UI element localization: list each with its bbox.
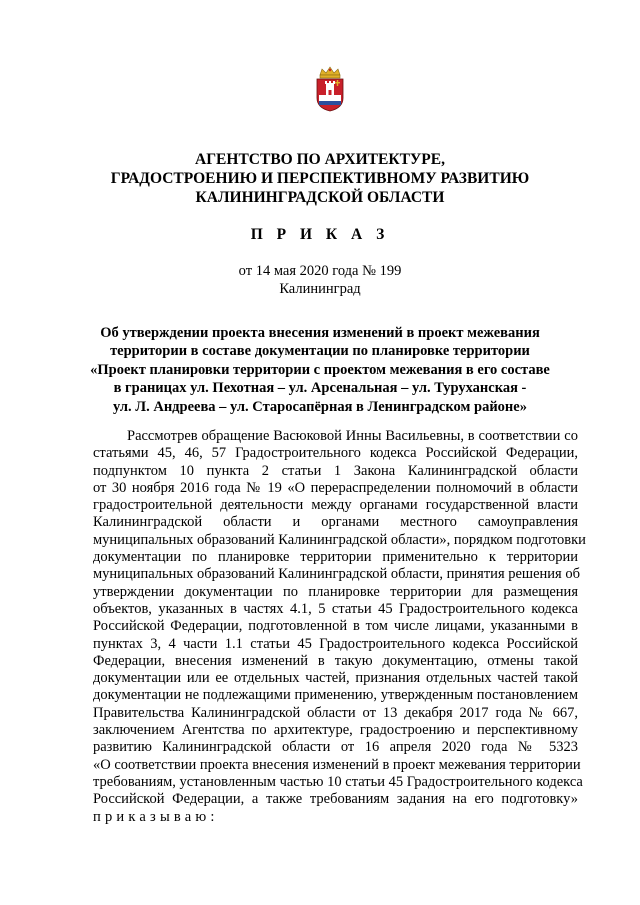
agency-line: АГЕНТСТВО ПО АРХИТЕКТУРЕ,	[195, 151, 445, 168]
order-date: от 14 мая 2020 года № 199	[238, 263, 402, 279]
title-line: ул. Л. Андреева – ул. Старосапёрная в Ленинградском районе»	[113, 398, 527, 415]
agency-line: ГРАДОСТРОЕНИЮ И ПЕРСПЕКТИВНОМУ РАЗВИТИЮ	[110, 170, 530, 187]
agency-name	[90, 150, 550, 207]
body-line: требованиям, установленным частью 10 статьи 45 Градостроительного кодекса	[93, 773, 583, 790]
body-line: документации не подлежащими применению, утвержденным постановлением	[93, 687, 578, 704]
agency-line: КАЛИНИНГРАДСКОЙ ОБЛАСТИ	[195, 189, 445, 206]
body-line: муниципальных образований Калининградской области, принятия решения об	[93, 566, 580, 583]
order-date-block	[90, 262, 550, 298]
body-line: «О соответствии проекта внесения изменений в проект межевания территории	[93, 756, 581, 773]
order-title	[80, 324, 560, 416]
body-line: Российской Федерации, а также требованиям задания на его подготовку»	[93, 791, 578, 808]
coat-of-arms-icon	[314, 66, 346, 112]
order-body	[93, 428, 586, 826]
body-line: статьями 45, 46, 57 Градостроительного кодекса Российской Федерации,	[93, 445, 578, 462]
body-line: муниципальных образований Калининградской области», порядком подготовки	[93, 531, 586, 548]
title-line: Об утверждении проекта внесения изменений в проект межевания	[100, 325, 540, 341]
body-line: от 30 ноября 2016 года № 19 «О перераспределении полномочий в области	[93, 479, 578, 496]
body-line: Федерации, внесения изменений в такую документацию, отмены такой	[93, 652, 578, 669]
body-line: развитию Калининградской области от 16 апреля 2020 года № 5323	[93, 739, 578, 756]
body-line: Рассмотрев обращение Васюковой Инны Васильевны, в соответствии со	[127, 428, 578, 444]
body-line: Правительства Калининградской области от 13 декабря 2017 года № 667,	[93, 704, 578, 721]
body-line: подпунктом 10 пункта 2 статьи 1 Закона Калининградской области	[93, 462, 578, 479]
body-line: Российской Федерации, подготовленной в том числе лицами, указанными в	[93, 618, 578, 635]
title-line: «Проект планировки территории с проектом межевания в его составе	[90, 361, 550, 378]
closing-word: приказываю:	[93, 808, 219, 825]
body-line: объектов, указанных в частях 4.1, 5 статьи 45 Градостроительного кодекса	[93, 600, 578, 617]
order-city: Калининград	[279, 281, 361, 297]
title-line: территории в составе документации по планировке территории	[110, 343, 530, 360]
body-line: документации или ее отдельных частей, признания отдельных частей такой	[93, 670, 578, 687]
title-line: в границах ул. Пехотная – ул. Арсенальная – ул. Туруханская -	[113, 380, 527, 397]
body-line: градостроительной деятельности между органами государственной власти	[93, 497, 578, 514]
body-line: утверждении документации по планировке территории для размещения	[93, 583, 578, 600]
body-line: документации по планировке территории применительно к территории	[93, 549, 578, 566]
body-line: заключением Агентства по архитектуре, градостроению и перспективному	[93, 722, 578, 739]
body-line: Калининградской области и органами местного самоуправления	[93, 514, 578, 531]
order-heading: П Р И К А З	[250, 226, 390, 243]
body-line: пунктах 3, 4 части 1.1 статьи 45 Градостроительного кодекса Российской	[93, 635, 578, 652]
